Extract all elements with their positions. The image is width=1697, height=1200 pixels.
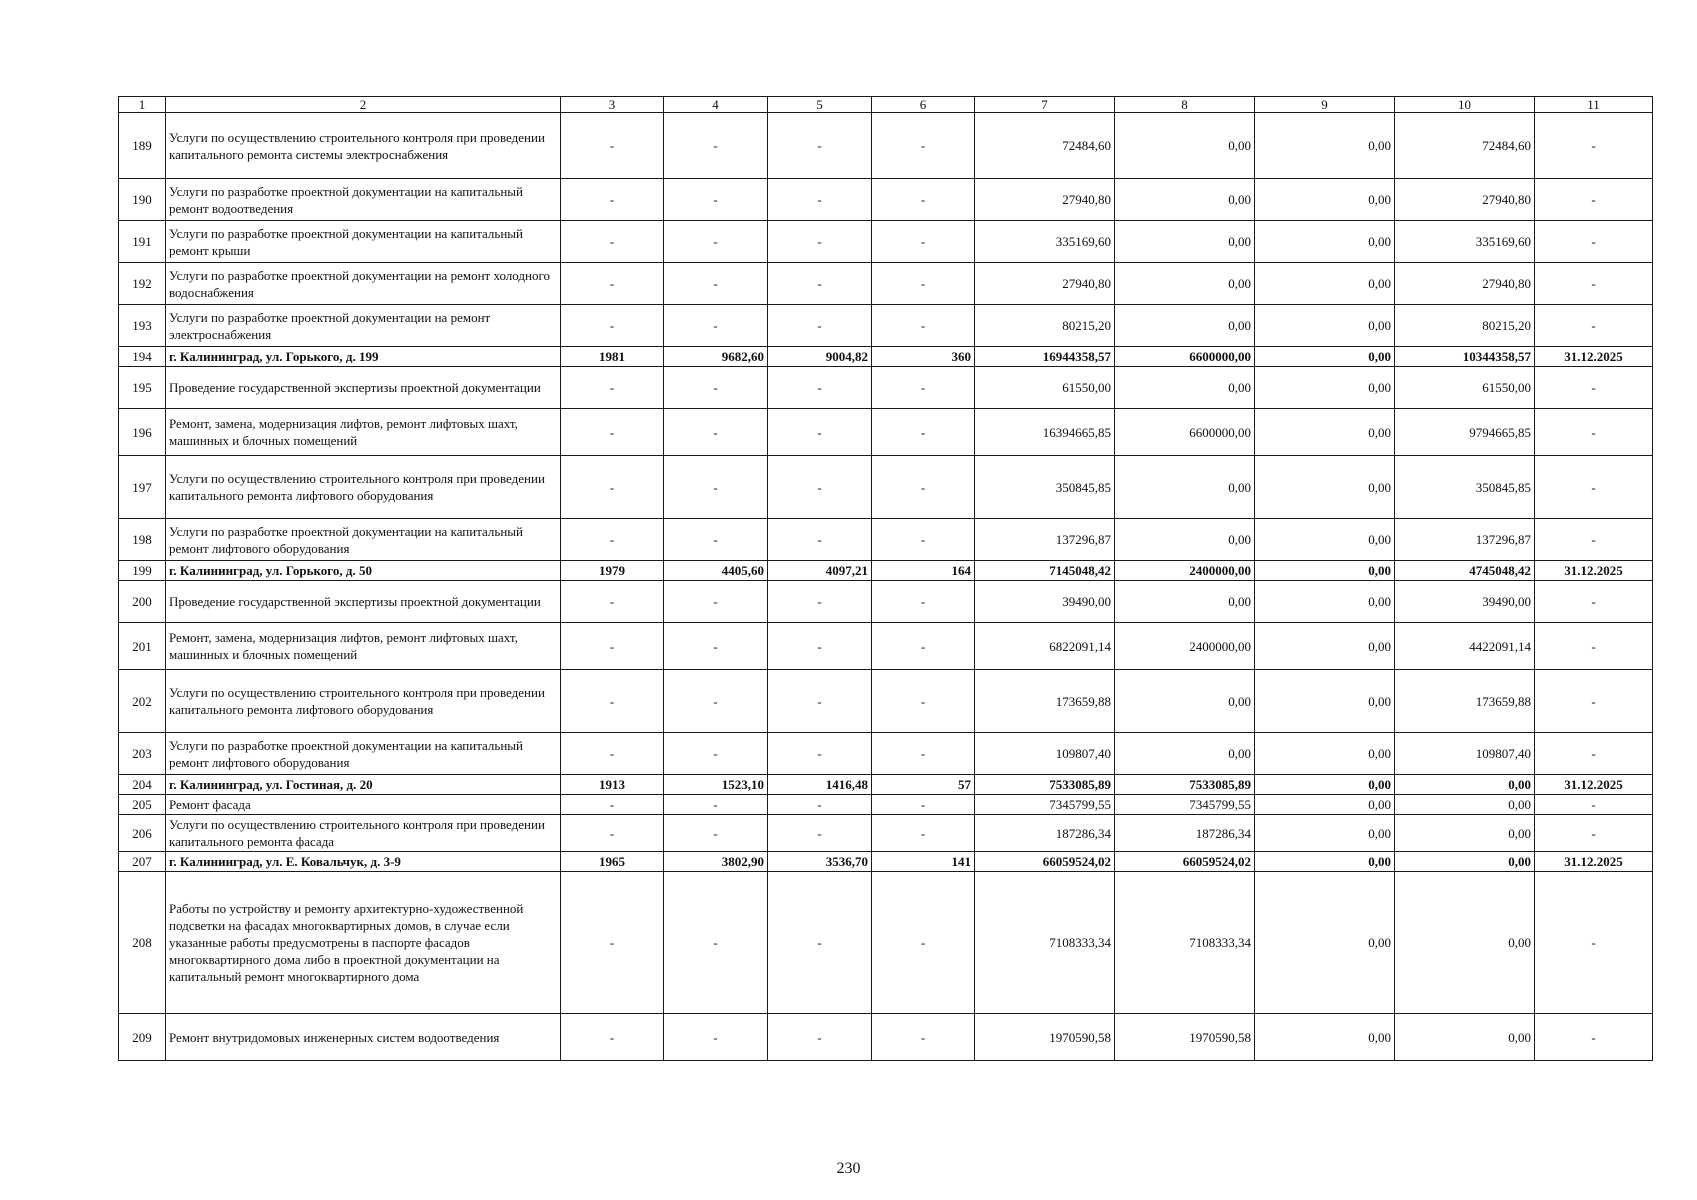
column-header: 3 bbox=[561, 97, 664, 113]
col6-cell: - bbox=[872, 367, 975, 409]
col4-cell: - bbox=[664, 305, 768, 347]
col8-cell: 0,00 bbox=[1115, 519, 1255, 561]
col7-cell: 350845,85 bbox=[975, 456, 1115, 519]
col4-cell: 1523,10 bbox=[664, 775, 768, 795]
col8-cell: 66059524,02 bbox=[1115, 852, 1255, 872]
col6-cell: - bbox=[872, 305, 975, 347]
col9-cell: 0,00 bbox=[1255, 561, 1395, 581]
work-row bbox=[119, 456, 1653, 519]
work-row bbox=[119, 795, 1653, 815]
row-number-cell: 193 bbox=[119, 305, 166, 347]
col9-cell: 0,00 bbox=[1255, 775, 1395, 795]
row-number-cell: 190 bbox=[119, 179, 166, 221]
col9-cell: 0,00 bbox=[1255, 305, 1395, 347]
col9-cell: 0,00 bbox=[1255, 795, 1395, 815]
col4-cell: - bbox=[664, 795, 768, 815]
column-header: 7 bbox=[975, 97, 1115, 113]
col11-cell: 31.12.2025 bbox=[1535, 775, 1653, 795]
col9-cell: 0,00 bbox=[1255, 367, 1395, 409]
col8-cell: 2400000,00 bbox=[1115, 561, 1255, 581]
col3-cell: - bbox=[561, 623, 664, 670]
col11-cell: 31.12.2025 bbox=[1535, 347, 1653, 367]
col5-cell: 3536,70 bbox=[768, 852, 872, 872]
col10-cell: 27940,80 bbox=[1395, 263, 1535, 305]
work-name-cell: Услуги по осуществлению строительного контроля при проведении капитального ремонта лифтового оборудования bbox=[166, 456, 561, 519]
col5-cell: - bbox=[768, 221, 872, 263]
col3-cell: - bbox=[561, 519, 664, 561]
col11-cell: - bbox=[1535, 670, 1653, 733]
col6-cell: - bbox=[872, 263, 975, 305]
work-name-cell: Ремонт, замена, модернизация лифтов, ремонт лифтовых шахт, машинных и блочных помещений bbox=[166, 623, 561, 670]
col4-cell: - bbox=[664, 179, 768, 221]
row-number-cell: 203 bbox=[119, 733, 166, 775]
col10-cell: 137296,87 bbox=[1395, 519, 1535, 561]
work-name-cell: Ремонт фасада bbox=[166, 795, 561, 815]
col8-cell: 7108333,34 bbox=[1115, 872, 1255, 1014]
col10-cell: 39490,00 bbox=[1395, 581, 1535, 623]
col5-cell: - bbox=[768, 733, 872, 775]
col6-cell: - bbox=[872, 1014, 975, 1061]
work-row bbox=[119, 1014, 1653, 1061]
work-name-cell: г. Калининград, ул. Е. Ковальчук, д. 3-9 bbox=[166, 852, 561, 872]
row-number-cell: 207 bbox=[119, 852, 166, 872]
col4-cell: 3802,90 bbox=[664, 852, 768, 872]
col8-cell: 1970590,58 bbox=[1115, 1014, 1255, 1061]
col3-cell: - bbox=[561, 733, 664, 775]
col9-cell: 0,00 bbox=[1255, 179, 1395, 221]
work-name-cell: Услуги по осуществлению строительного контроля при проведении капитального ремонта лифтового оборудования bbox=[166, 670, 561, 733]
col11-cell: - bbox=[1535, 221, 1653, 263]
col4-cell: - bbox=[664, 113, 768, 179]
col9-cell: 0,00 bbox=[1255, 347, 1395, 367]
page-number: 230 bbox=[836, 1160, 861, 1177]
col3-cell: - bbox=[561, 815, 664, 852]
col11-cell: - bbox=[1535, 581, 1653, 623]
col5-cell: - bbox=[768, 305, 872, 347]
col7-cell: 39490,00 bbox=[975, 581, 1115, 623]
row-number-cell: 197 bbox=[119, 456, 166, 519]
work-row bbox=[119, 179, 1653, 221]
row-number-cell: 206 bbox=[119, 815, 166, 852]
col3-cell: - bbox=[561, 872, 664, 1014]
col9-cell: 0,00 bbox=[1255, 263, 1395, 305]
table-body bbox=[119, 113, 1653, 1061]
address-row bbox=[119, 775, 1653, 795]
col8-cell: 0,00 bbox=[1115, 367, 1255, 409]
col7-cell: 16944358,57 bbox=[975, 347, 1115, 367]
col7-cell: 6822091,14 bbox=[975, 623, 1115, 670]
col11-cell: - bbox=[1535, 179, 1653, 221]
col11-cell: - bbox=[1535, 367, 1653, 409]
col6-cell: - bbox=[872, 519, 975, 561]
work-row bbox=[119, 519, 1653, 561]
col8-cell: 0,00 bbox=[1115, 263, 1255, 305]
col4-cell: - bbox=[664, 519, 768, 561]
col9-cell: 0,00 bbox=[1255, 852, 1395, 872]
col11-cell: - bbox=[1535, 456, 1653, 519]
col11-cell: - bbox=[1535, 872, 1653, 1014]
col6-cell: 360 bbox=[872, 347, 975, 367]
col11-cell: - bbox=[1535, 113, 1653, 179]
work-row bbox=[119, 872, 1653, 1014]
col3-cell: 1979 bbox=[561, 561, 664, 581]
col10-cell: 350845,85 bbox=[1395, 456, 1535, 519]
col6-cell: - bbox=[872, 872, 975, 1014]
col9-cell: 0,00 bbox=[1255, 409, 1395, 456]
col5-cell: - bbox=[768, 795, 872, 815]
col11-cell: - bbox=[1535, 263, 1653, 305]
col11-cell: - bbox=[1535, 733, 1653, 775]
col11-cell: - bbox=[1535, 815, 1653, 852]
row-number-cell: 201 bbox=[119, 623, 166, 670]
col5-cell: 4097,21 bbox=[768, 561, 872, 581]
work-row bbox=[119, 670, 1653, 733]
col8-cell: 6600000,00 bbox=[1115, 347, 1255, 367]
col3-cell: - bbox=[561, 113, 664, 179]
col5-cell: - bbox=[768, 1014, 872, 1061]
col10-cell: 0,00 bbox=[1395, 872, 1535, 1014]
col9-cell: 0,00 bbox=[1255, 581, 1395, 623]
work-name-cell: Услуги по осуществлению строительного контроля при проведении капитального ремонта системы электроснабжения bbox=[166, 113, 561, 179]
col10-cell: 335169,60 bbox=[1395, 221, 1535, 263]
col7-cell: 72484,60 bbox=[975, 113, 1115, 179]
col5-cell: - bbox=[768, 670, 872, 733]
col7-cell: 80215,20 bbox=[975, 305, 1115, 347]
column-header: 1 bbox=[119, 97, 166, 113]
col7-cell: 7533085,89 bbox=[975, 775, 1115, 795]
col5-cell: - bbox=[768, 623, 872, 670]
col6-cell: - bbox=[872, 179, 975, 221]
row-number-cell: 198 bbox=[119, 519, 166, 561]
col3-cell: - bbox=[561, 581, 664, 623]
work-row bbox=[119, 263, 1653, 305]
col11-cell: 31.12.2025 bbox=[1535, 852, 1653, 872]
col10-cell: 9794665,85 bbox=[1395, 409, 1535, 456]
col8-cell: 0,00 bbox=[1115, 305, 1255, 347]
col10-cell: 61550,00 bbox=[1395, 367, 1535, 409]
col11-cell: - bbox=[1535, 409, 1653, 456]
col8-cell: 0,00 bbox=[1115, 456, 1255, 519]
work-row bbox=[119, 581, 1653, 623]
col11-cell: - bbox=[1535, 305, 1653, 347]
col6-cell: - bbox=[872, 409, 975, 456]
row-number-cell: 189 bbox=[119, 113, 166, 179]
col9-cell: 0,00 bbox=[1255, 456, 1395, 519]
column-header: 9 bbox=[1255, 97, 1395, 113]
work-name-cell: Услуги по разработке проектной документации на ремонт холодного водоснабжения bbox=[166, 263, 561, 305]
col10-cell: 0,00 bbox=[1395, 1014, 1535, 1061]
col10-cell: 80215,20 bbox=[1395, 305, 1535, 347]
col8-cell: 6600000,00 bbox=[1115, 409, 1255, 456]
work-name-cell: г. Калининград, ул. Гостиная, д. 20 bbox=[166, 775, 561, 795]
col10-cell: 10344358,57 bbox=[1395, 347, 1535, 367]
col6-cell: - bbox=[872, 456, 975, 519]
work-name-cell: Услуги по разработке проектной документации на капитальный ремонт лифтового оборудования bbox=[166, 733, 561, 775]
work-row bbox=[119, 409, 1653, 456]
col6-cell: 57 bbox=[872, 775, 975, 795]
column-header: 11 bbox=[1535, 97, 1653, 113]
col7-cell: 7345799,55 bbox=[975, 795, 1115, 815]
work-row bbox=[119, 623, 1653, 670]
col8-cell: 2400000,00 bbox=[1115, 623, 1255, 670]
col5-cell: - bbox=[768, 113, 872, 179]
address-row bbox=[119, 347, 1653, 367]
col4-cell: 4405,60 bbox=[664, 561, 768, 581]
row-number-cell: 202 bbox=[119, 670, 166, 733]
row-number-cell: 204 bbox=[119, 775, 166, 795]
column-header: 2 bbox=[166, 97, 561, 113]
col3-cell: - bbox=[561, 221, 664, 263]
row-number-cell: 200 bbox=[119, 581, 166, 623]
col11-cell: - bbox=[1535, 795, 1653, 815]
work-row bbox=[119, 367, 1653, 409]
col9-cell: 0,00 bbox=[1255, 815, 1395, 852]
work-name-cell: г. Калининград, ул. Горького, д. 199 bbox=[166, 347, 561, 367]
col4-cell: - bbox=[664, 367, 768, 409]
row-number-cell: 191 bbox=[119, 221, 166, 263]
col4-cell: 9682,60 bbox=[664, 347, 768, 367]
column-number-row bbox=[119, 97, 1653, 113]
col5-cell: - bbox=[768, 519, 872, 561]
col11-cell: - bbox=[1535, 519, 1653, 561]
work-row bbox=[119, 113, 1653, 179]
col8-cell: 0,00 bbox=[1115, 113, 1255, 179]
col10-cell: 4422091,14 bbox=[1395, 623, 1535, 670]
col3-cell: 1965 bbox=[561, 852, 664, 872]
col6-cell: - bbox=[872, 623, 975, 670]
col8-cell: 0,00 bbox=[1115, 221, 1255, 263]
col5-cell: - bbox=[768, 815, 872, 852]
col9-cell: 0,00 bbox=[1255, 519, 1395, 561]
col7-cell: 27940,80 bbox=[975, 179, 1115, 221]
col3-cell: - bbox=[561, 367, 664, 409]
work-name-cell: Работы по устройству и ремонту архитектурно-художественной подсветки на фасадах многоквартирных домов, в случае если указанные работы предусмотрены в паспорте фасадов многоквартирного дома либо в проектной документации на капитальный ремонт многоквартирного дома bbox=[166, 872, 561, 1014]
row-number-cell: 209 bbox=[119, 1014, 166, 1061]
col6-cell: - bbox=[872, 815, 975, 852]
col5-cell: 1416,48 bbox=[768, 775, 872, 795]
col7-cell: 1970590,58 bbox=[975, 1014, 1115, 1061]
col4-cell: - bbox=[664, 456, 768, 519]
col5-cell: 9004,82 bbox=[768, 347, 872, 367]
col4-cell: - bbox=[664, 1014, 768, 1061]
col4-cell: - bbox=[664, 581, 768, 623]
work-row bbox=[119, 305, 1653, 347]
col11-cell: - bbox=[1535, 1014, 1653, 1061]
column-header: 8 bbox=[1115, 97, 1255, 113]
col9-cell: 0,00 bbox=[1255, 1014, 1395, 1061]
col3-cell: - bbox=[561, 179, 664, 221]
col3-cell: - bbox=[561, 263, 664, 305]
col3-cell: - bbox=[561, 456, 664, 519]
col8-cell: 7533085,89 bbox=[1115, 775, 1255, 795]
col10-cell: 173659,88 bbox=[1395, 670, 1535, 733]
col4-cell: - bbox=[664, 670, 768, 733]
work-name-cell: Ремонт, замена, модернизация лифтов, ремонт лифтовых шахт, машинных и блочных помещений bbox=[166, 409, 561, 456]
col7-cell: 137296,87 bbox=[975, 519, 1115, 561]
work-name-cell: Услуги по разработке проектной документации на ремонт электроснабжения bbox=[166, 305, 561, 347]
col4-cell: - bbox=[664, 409, 768, 456]
col3-cell: - bbox=[561, 670, 664, 733]
col9-cell: 0,00 bbox=[1255, 872, 1395, 1014]
col3-cell: - bbox=[561, 795, 664, 815]
col8-cell: 187286,34 bbox=[1115, 815, 1255, 852]
col5-cell: - bbox=[768, 456, 872, 519]
col8-cell: 0,00 bbox=[1115, 733, 1255, 775]
work-name-cell: Ремонт внутридомовых инженерных систем водоотведения bbox=[166, 1014, 561, 1061]
col10-cell: 4745048,42 bbox=[1395, 561, 1535, 581]
col11-cell: 31.12.2025 bbox=[1535, 561, 1653, 581]
col4-cell: - bbox=[664, 733, 768, 775]
col10-cell: 72484,60 bbox=[1395, 113, 1535, 179]
col6-cell: - bbox=[872, 221, 975, 263]
col5-cell: - bbox=[768, 179, 872, 221]
column-header: 6 bbox=[872, 97, 975, 113]
col5-cell: - bbox=[768, 581, 872, 623]
col7-cell: 61550,00 bbox=[975, 367, 1115, 409]
row-number-cell: 196 bbox=[119, 409, 166, 456]
row-number-cell: 199 bbox=[119, 561, 166, 581]
col3-cell: - bbox=[561, 409, 664, 456]
col3-cell: - bbox=[561, 305, 664, 347]
row-number-cell: 208 bbox=[119, 872, 166, 1014]
col7-cell: 109807,40 bbox=[975, 733, 1115, 775]
col4-cell: - bbox=[664, 872, 768, 1014]
col3-cell: 1913 bbox=[561, 775, 664, 795]
work-name-cell: Проведение государственной экспертизы проектной документации bbox=[166, 367, 561, 409]
col6-cell: - bbox=[872, 795, 975, 815]
col9-cell: 0,00 bbox=[1255, 733, 1395, 775]
row-number-cell: 192 bbox=[119, 263, 166, 305]
col9-cell: 0,00 bbox=[1255, 113, 1395, 179]
work-name-cell: Проведение государственной экспертизы проектной документации bbox=[166, 581, 561, 623]
col7-cell: 7145048,42 bbox=[975, 561, 1115, 581]
work-row bbox=[119, 221, 1653, 263]
col5-cell: - bbox=[768, 263, 872, 305]
col9-cell: 0,00 bbox=[1255, 623, 1395, 670]
col10-cell: 109807,40 bbox=[1395, 733, 1535, 775]
work-row bbox=[119, 815, 1653, 852]
col4-cell: - bbox=[664, 221, 768, 263]
col8-cell: 0,00 bbox=[1115, 670, 1255, 733]
col4-cell: - bbox=[664, 263, 768, 305]
column-header: 4 bbox=[664, 97, 768, 113]
col5-cell: - bbox=[768, 367, 872, 409]
col6-cell: - bbox=[872, 581, 975, 623]
col7-cell: 27940,80 bbox=[975, 263, 1115, 305]
row-number-cell: 194 bbox=[119, 347, 166, 367]
address-row bbox=[119, 561, 1653, 581]
col8-cell: 0,00 bbox=[1115, 581, 1255, 623]
col10-cell: 0,00 bbox=[1395, 852, 1535, 872]
col7-cell: 66059524,02 bbox=[975, 852, 1115, 872]
col7-cell: 335169,60 bbox=[975, 221, 1115, 263]
col5-cell: - bbox=[768, 872, 872, 1014]
col3-cell: - bbox=[561, 1014, 664, 1061]
col6-cell: 164 bbox=[872, 561, 975, 581]
col4-cell: - bbox=[664, 623, 768, 670]
col7-cell: 173659,88 bbox=[975, 670, 1115, 733]
col10-cell: 0,00 bbox=[1395, 775, 1535, 795]
col5-cell: - bbox=[768, 409, 872, 456]
works-table bbox=[118, 96, 1653, 1061]
col4-cell: - bbox=[664, 815, 768, 852]
row-number-cell: 195 bbox=[119, 367, 166, 409]
address-row bbox=[119, 852, 1653, 872]
col11-cell: - bbox=[1535, 623, 1653, 670]
col7-cell: 187286,34 bbox=[975, 815, 1115, 852]
col7-cell: 7108333,34 bbox=[975, 872, 1115, 1014]
work-name-cell: г. Калининград, ул. Горького, д. 50 bbox=[166, 561, 561, 581]
work-row bbox=[119, 733, 1653, 775]
column-header: 5 bbox=[768, 97, 872, 113]
col7-cell: 16394665,85 bbox=[975, 409, 1115, 456]
col3-cell: 1981 bbox=[561, 347, 664, 367]
work-name-cell: Услуги по разработке проектной документации на капитальный ремонт водоотведения bbox=[166, 179, 561, 221]
col8-cell: 0,00 bbox=[1115, 179, 1255, 221]
work-name-cell: Услуги по разработке проектной документации на капитальный ремонт крыши bbox=[166, 221, 561, 263]
col9-cell: 0,00 bbox=[1255, 221, 1395, 263]
col10-cell: 0,00 bbox=[1395, 815, 1535, 852]
col10-cell: 27940,80 bbox=[1395, 179, 1535, 221]
col8-cell: 7345799,55 bbox=[1115, 795, 1255, 815]
col9-cell: 0,00 bbox=[1255, 670, 1395, 733]
col6-cell: 141 bbox=[872, 852, 975, 872]
work-name-cell: Услуги по осуществлению строительного контроля при проведении капитального ремонта фасада bbox=[166, 815, 561, 852]
col6-cell: - bbox=[872, 670, 975, 733]
col10-cell: 0,00 bbox=[1395, 795, 1535, 815]
col6-cell: - bbox=[872, 113, 975, 179]
col6-cell: - bbox=[872, 733, 975, 775]
work-name-cell: Услуги по разработке проектной документации на капитальный ремонт лифтового оборудования bbox=[166, 519, 561, 561]
row-number-cell: 205 bbox=[119, 795, 166, 815]
column-header: 10 bbox=[1395, 97, 1535, 113]
